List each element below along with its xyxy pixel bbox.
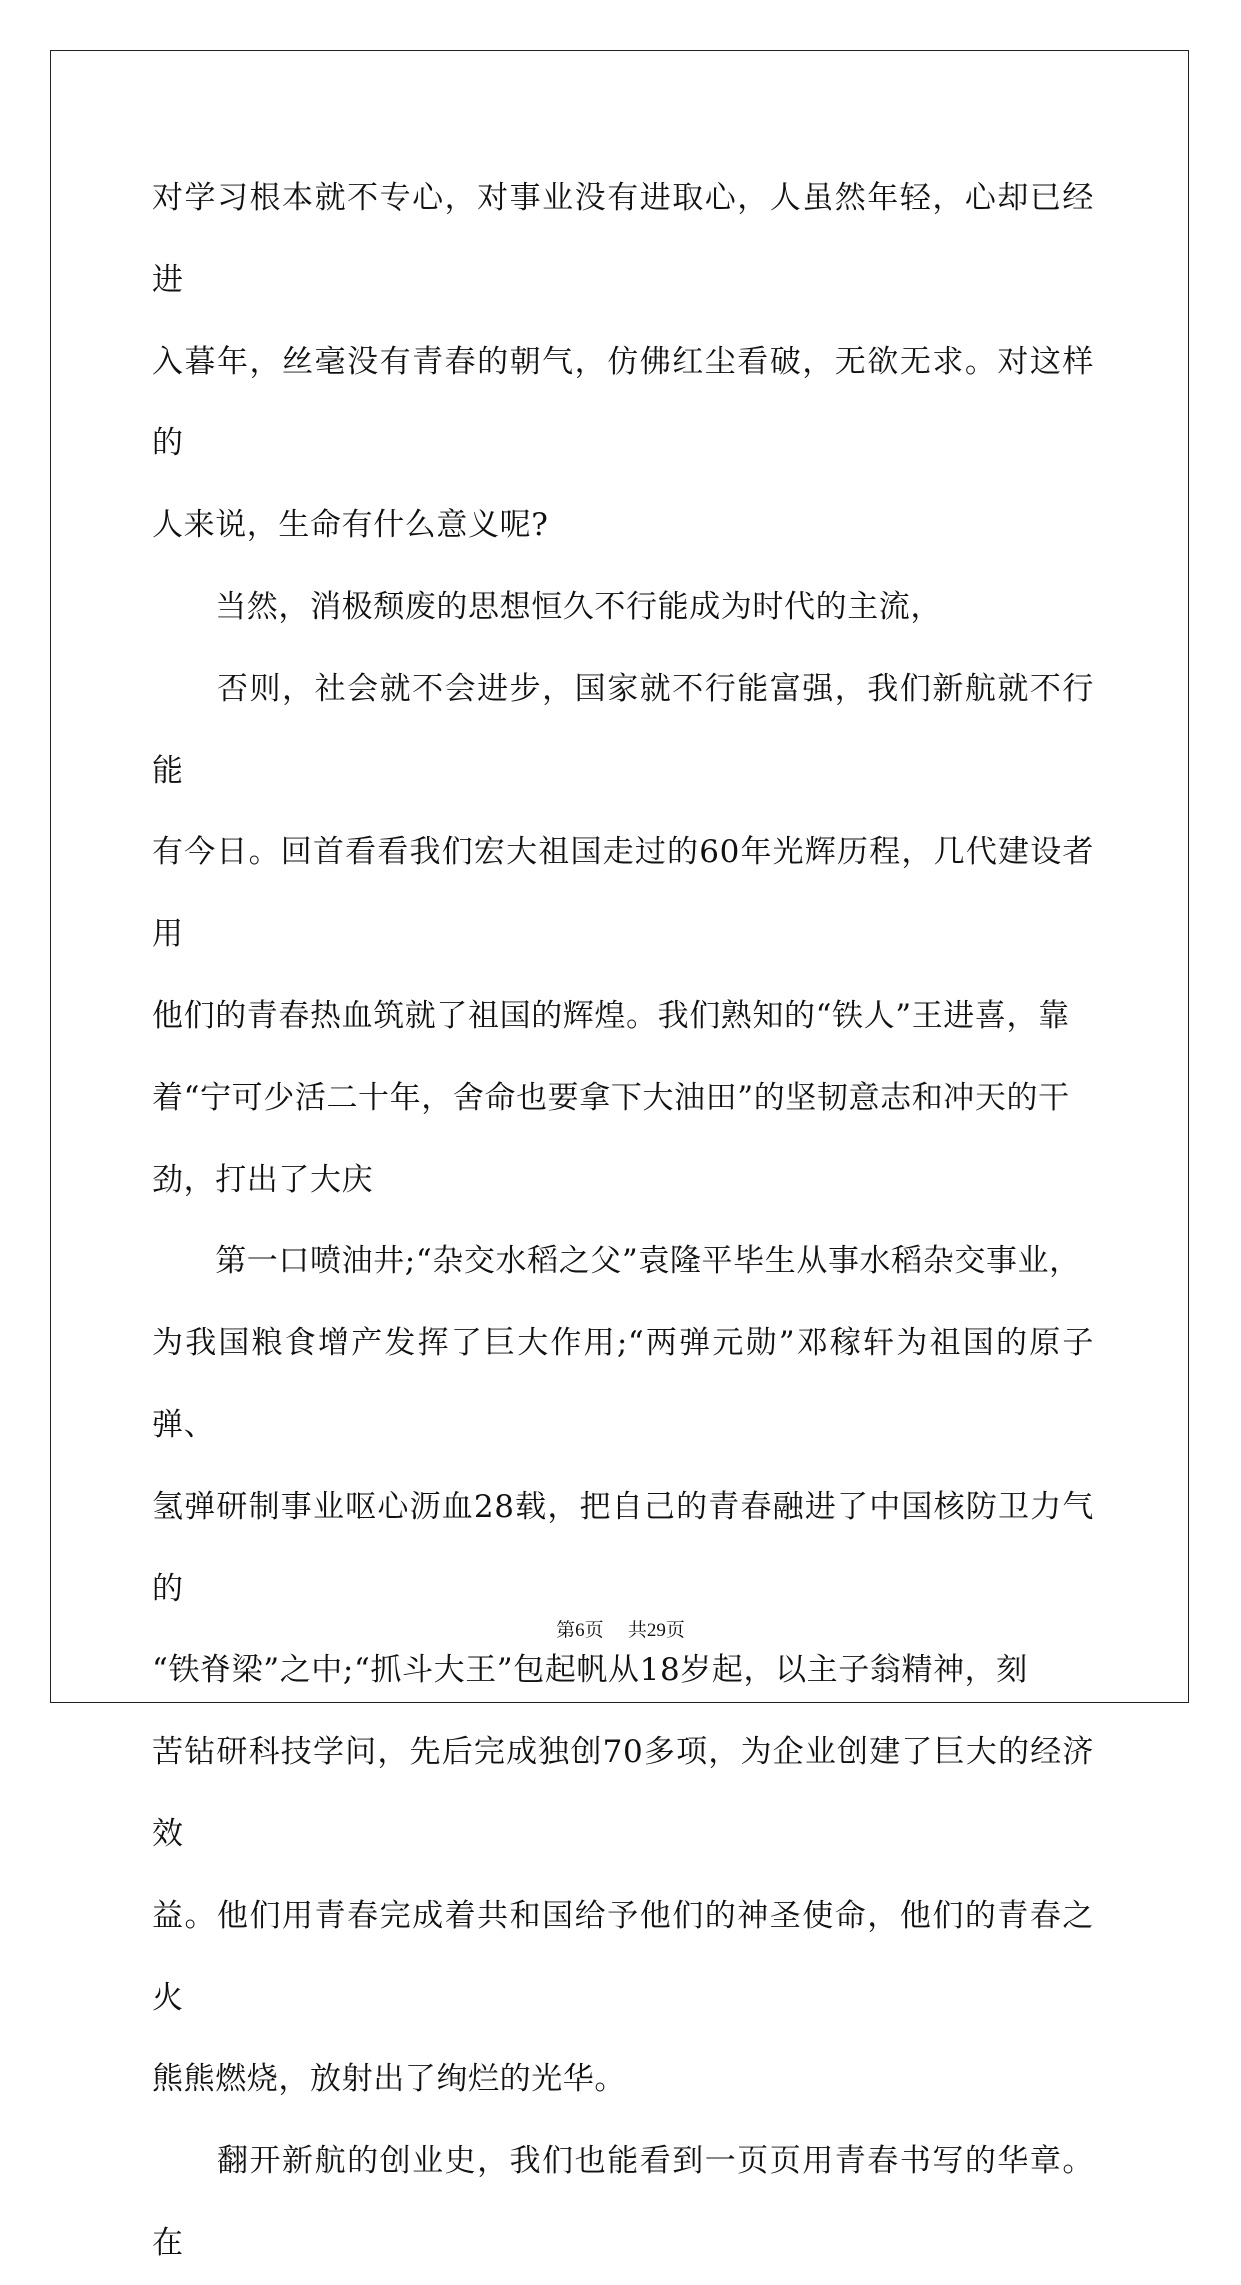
text-line: 劲，打出了大庆 bbox=[152, 1161, 374, 1198]
text-line: 入暮年，丝毫没有青春的朝气，仿佛红尘看破，无欲无求。对这样的 bbox=[152, 343, 1094, 462]
page-label-suffix: 页 bbox=[584, 1619, 604, 1641]
text-line: 有今日。回首看看我们宏大祖国走过的60年光辉历程，几代建设者用 bbox=[152, 834, 1094, 953]
text-line: 熊熊燃烧，放射出了绚烂的光华。 bbox=[152, 2061, 626, 2098]
text-line: 着“宁可少活二十年，舍命也要拿下大油田”的坚韧意志和冲天的干 bbox=[152, 1079, 1070, 1116]
text-line: 对学习根本就不专心，对事业没有进取心，人虽然年轻，心却已经进 bbox=[152, 180, 1094, 298]
text-line: 否则，社会就不会进步，国家就不行能富强，我们新航就不行能 bbox=[152, 670, 1094, 789]
total-label-suffix: 页 bbox=[665, 1619, 685, 1641]
text-line: 人来说，生命有什么意义呢? bbox=[152, 507, 549, 544]
current-page-number: 6 bbox=[575, 1620, 585, 1641]
text-line: 氢弹研制事业呕心沥血28载，把自己的青春融进了中国核防卫力气的 bbox=[152, 1488, 1094, 1607]
text-line: 翻开新航的创业史，我们也能看到一页页用青春书写的华章。在 bbox=[152, 2143, 1094, 2261]
text-line: 第一口喷油井;“杂交水稻之父”袁隆平毕生从事水稻杂交事业， bbox=[152, 1243, 1081, 1280]
total-pages-number: 29 bbox=[646, 1620, 666, 1641]
total-label-prefix: 共 bbox=[627, 1619, 647, 1641]
page-label-prefix: 第 bbox=[556, 1619, 576, 1641]
text-line: 苦钻研科技学问，先后完成独创70多项，为企业创建了巨大的经济效 bbox=[152, 1734, 1094, 1852]
text-line: 当然，消极颓废的思想恒久不行能成为时代的主流， bbox=[152, 588, 942, 625]
page-footer bbox=[0, 1618, 1241, 1643]
text-line: 他们的青春热血筑就了祖国的辉煌。我们熟知的“铁人”王进喜，靠 bbox=[152, 997, 1070, 1034]
document-body bbox=[152, 158, 1094, 2285]
text-line: 为我国粮食增产发挥了巨大作用;“两弹元勋”邓稼轩为祖国的原子弹、 bbox=[152, 1325, 1094, 1443]
text-line: 益。他们用青春完成着共和国给予他们的神圣使命，他们的青春之火 bbox=[152, 1897, 1094, 2016]
text-line: “铁脊梁”之中;“抓斗大王”包起帆从18岁起，以主子翁精神，刻 bbox=[152, 1652, 1028, 1689]
